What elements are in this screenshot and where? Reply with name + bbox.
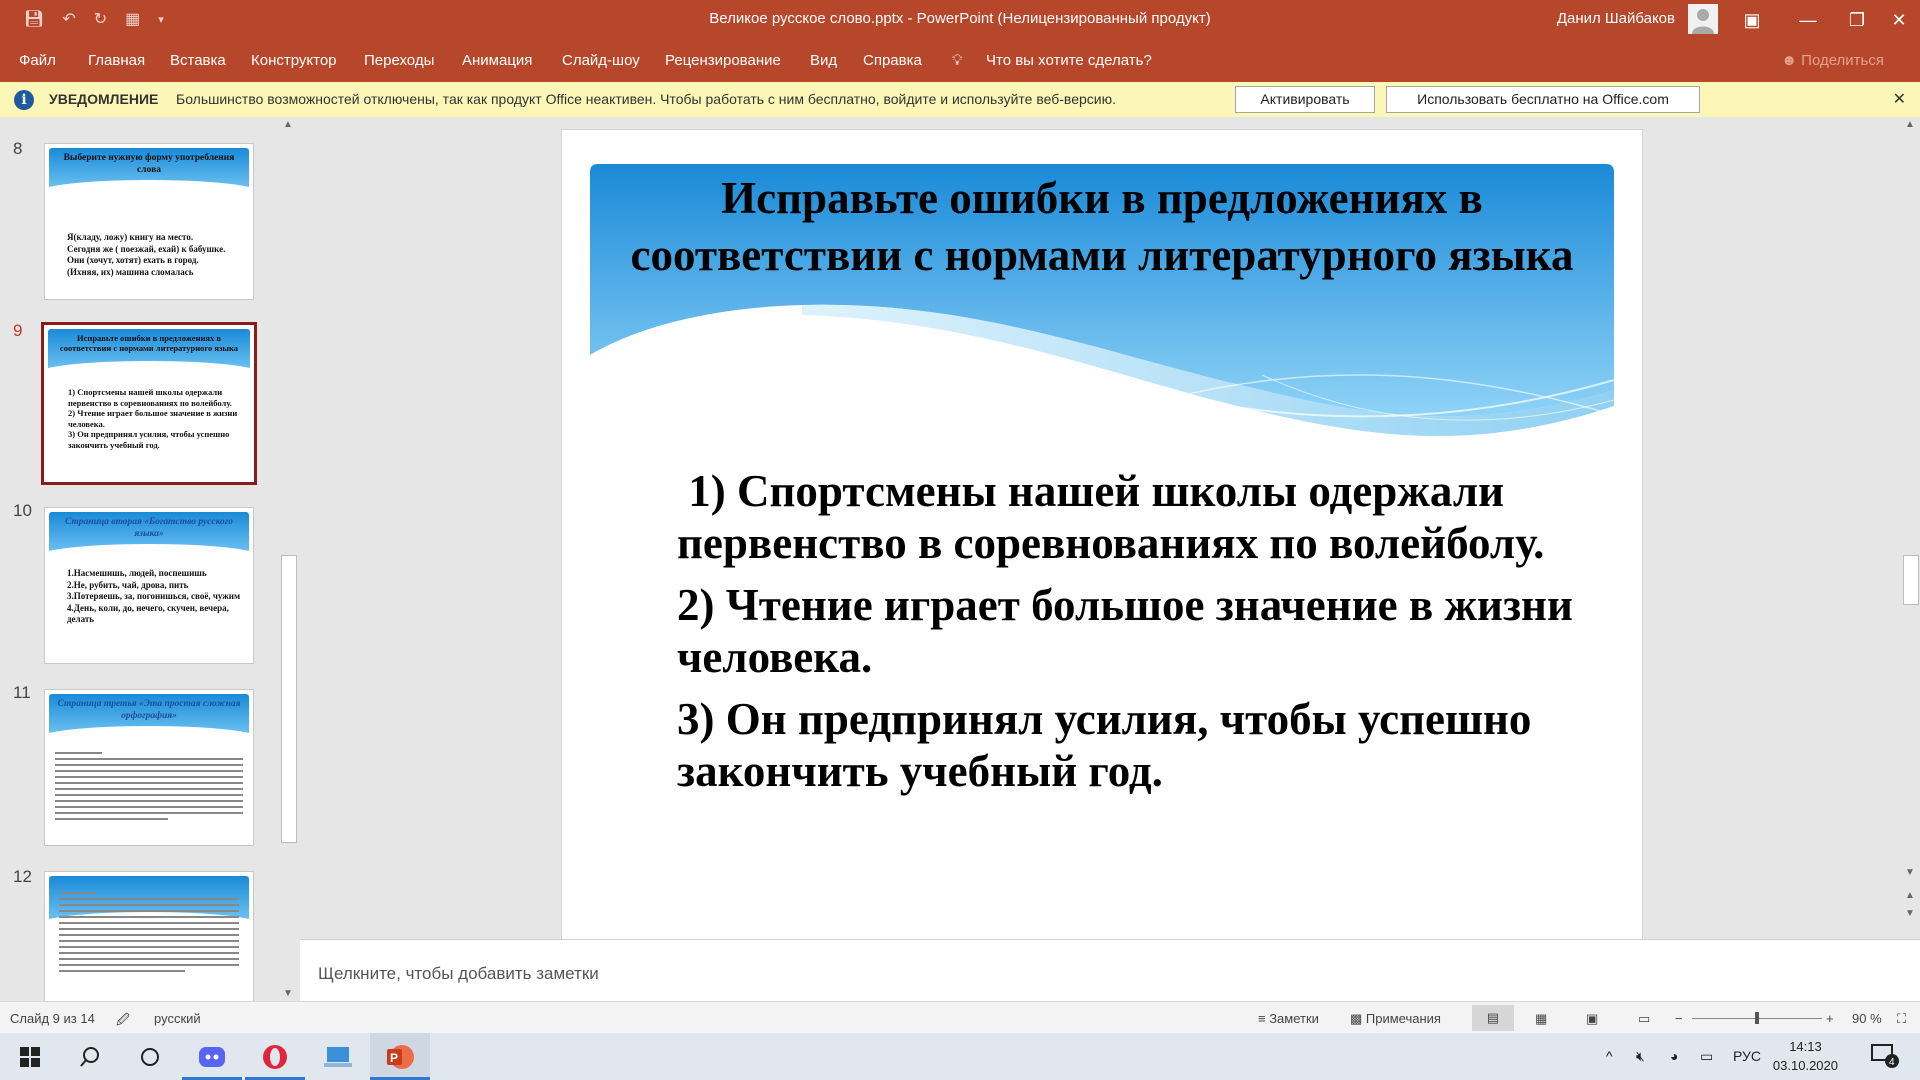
zoom-slider-thumb[interactable] — [1755, 1012, 1759, 1024]
windows-start-icon[interactable] — [0, 1033, 60, 1080]
notification-label: УВЕДОМЛЕНИЕ — [49, 91, 159, 107]
scroll-down-icon[interactable]: ▼ — [1905, 867, 1915, 878]
slideshow-view-icon[interactable]: ▭ — [1638, 1011, 1651, 1026]
slide-thumbnail-selected[interactable] — [41, 322, 257, 485]
quick-access-toolbar — [24, 9, 164, 29]
slide-number: 12 — [13, 867, 32, 886]
tray-overflow-icon[interactable]: ^ — [1606, 1048, 1613, 1064]
slide-number: 8 — [13, 139, 23, 158]
info-icon: i — [14, 90, 34, 110]
slide-number: 11 — [13, 683, 31, 702]
current-slide[interactable] — [561, 129, 1643, 941]
notes-pane[interactable] — [300, 939, 1920, 1002]
language-indicator[interactable]: русский — [154, 1011, 201, 1026]
thumbnail-title: Страница третья «Эта простая сложная орфография» — [57, 699, 241, 721]
tab-view[interactable]: Вид — [810, 52, 838, 69]
slide-scrollbar[interactable] — [1900, 117, 1920, 939]
zoom-in-icon[interactable]: + — [1826, 1011, 1834, 1026]
notes-icon: ≡ — [1258, 1011, 1270, 1026]
clock-date: 03.10.2020 — [1772, 1058, 1838, 1073]
lightbulb-icon: 💡︎ — [952, 52, 963, 69]
share-button[interactable] — [1781, 52, 1884, 69]
share-label: Поделиться — [1801, 52, 1884, 69]
scrollbar-thumb[interactable] — [281, 555, 297, 843]
close-button[interactable]: ✕ — [1891, 9, 1907, 30]
network-icon[interactable]: ◕ — [1670, 1048, 1679, 1064]
input-language[interactable]: РУС — [1733, 1048, 1762, 1064]
action-center-icon[interactable] — [1870, 1043, 1900, 1072]
zoom-slider[interactable] — [1692, 1018, 1822, 1019]
zoom-out-icon[interactable]: − — [1675, 1011, 1683, 1026]
restore-button[interactable]: ❐ — [1848, 9, 1866, 30]
volume-muted-icon[interactable]: 🔇︎ — [1636, 1048, 1645, 1064]
thumbnail-title: Выберите нужную форму употребления слова — [63, 153, 235, 175]
tab-file[interactable]: Файл — [19, 52, 56, 69]
computer-icon[interactable] — [308, 1033, 368, 1080]
customize-qat-icon[interactable]: ▾ — [158, 13, 164, 26]
tab-review[interactable]: Рецензирование — [665, 52, 781, 69]
slide-content[interactable] — [677, 465, 1582, 807]
minimize-button[interactable]: — — [1799, 9, 1817, 30]
close-icon[interactable]: ✕ — [1892, 91, 1906, 108]
user-name[interactable]: Данил Шайбаков — [1556, 10, 1675, 27]
comments-toggle-label: Примечания — [1365, 1011, 1441, 1026]
search-icon[interactable] — [60, 1033, 120, 1080]
sentence-item: 2) Чтение играет большое значение в жизни человека. — [677, 580, 1573, 682]
sentence-item: 3) Он предпринял усилия, чтобы успешно закончить учебный год. — [677, 694, 1532, 796]
svg-text:P: P — [390, 1050, 399, 1065]
zoom-level[interactable]: 90 % — [1852, 1011, 1882, 1026]
thumbnail-scrollbar[interactable] — [278, 117, 298, 1001]
scroll-down-icon[interactable]: ▼ — [283, 988, 293, 999]
notification-bar — [0, 82, 1920, 118]
save-icon[interactable]: 💾︎ — [24, 11, 45, 28]
tab-design[interactable]: Конструктор — [251, 52, 337, 69]
slide-editor — [300, 117, 1900, 939]
activate-button[interactable]: Активировать — [1235, 86, 1375, 113]
use-free-button[interactable]: Использовать бесплатно на Office.com — [1386, 86, 1700, 113]
slide-thumbnail[interactable] — [44, 689, 254, 846]
windows-taskbar — [0, 1033, 1920, 1080]
scroll-up-icon[interactable]: ▲ — [283, 119, 293, 130]
normal-view-icon[interactable]: ▤ — [1472, 1005, 1514, 1031]
undo-icon[interactable]: ↶ — [62, 11, 76, 28]
ribbon-display-options-icon[interactable]: ▣ — [1743, 9, 1761, 30]
redo-icon[interactable]: ↻ — [93, 11, 108, 28]
slide-thumbnail[interactable] — [44, 871, 254, 1003]
comment-icon: ▩ — [1350, 1011, 1366, 1026]
previous-slide-icon[interactable]: ▲ — [1905, 890, 1915, 901]
thumbnail-body-text — [55, 752, 243, 824]
comments-toggle[interactable] — [1350, 1011, 1441, 1027]
notes-placeholder: Щелкните, чтобы добавить заметки — [318, 964, 599, 983]
thumbnail-body-text — [59, 892, 239, 976]
tab-help[interactable]: Справка — [863, 52, 922, 69]
person-icon: ☻ — [1781, 52, 1802, 69]
slide-thumbnail-pane — [0, 117, 300, 1001]
slide-number: 10 — [13, 501, 32, 520]
title-bar — [0, 0, 1920, 40]
slide-sorter-icon[interactable]: ▦ — [1535, 1011, 1548, 1026]
tab-slideshow[interactable]: Слайд-шоу — [562, 52, 640, 69]
thumbnail-body: 1.Насмешишь, людей, поспешишь 2.Не, рубить, чай, дрова, пить 3.Потеряешь, за, погонишься, своё, чужим 4.День, коли, до, нечего, скучен, вечера, делать — [67, 568, 241, 624]
next-slide-icon[interactable]: ▼ — [1905, 908, 1915, 919]
slide-counter: Слайд 9 из 14 — [10, 1011, 95, 1026]
thumbnail-body: Я(кладу, ложу) книгу на место. Сегодня же ( поезжай, ехай) к бабушке. Они (хочут, хотят) ехать в город. (Ихняя, их) машина сломалась — [67, 232, 226, 277]
tab-animations[interactable]: Анимация — [462, 52, 533, 69]
scroll-up-icon[interactable]: ▲ — [1905, 119, 1915, 130]
thumbnail-body: 1) Спортсмены нашей школы одержали первенство в соревнованиях по волейболу. 2) Чтение играет большое значение в жизни человека. 3) Он предпринял усилия, чтобы успешно закончить учебный год. — [68, 387, 238, 450]
battery-icon[interactable]: ▭ — [1700, 1048, 1714, 1064]
opera-icon[interactable] — [245, 1033, 305, 1080]
notes-toggle-label: Заметки — [1269, 1011, 1319, 1026]
slide-number: 9 — [13, 321, 23, 340]
tab-insert[interactable]: Вставка — [170, 52, 226, 69]
tab-transitions[interactable]: Переходы — [364, 52, 435, 69]
tell-me-search[interactable]: Что вы хотите сделать? — [986, 52, 1152, 69]
thumbnail-title: Страница вторая «Богатство русского языка» — [64, 517, 234, 539]
clock[interactable] — [1773, 1037, 1838, 1075]
spellcheck-icon[interactable]: 🖉︎ — [116, 1012, 130, 1027]
ribbon-tabs — [0, 40, 1920, 82]
scrollbar-thumb[interactable] — [1903, 555, 1919, 605]
sentence-item: 1) Спортсмены нашей школы одержали первенство в соревнованиях по волейболу. — [677, 466, 1545, 568]
task-view-icon[interactable] — [120, 1033, 180, 1080]
notes-toggle[interactable] — [1258, 1011, 1319, 1026]
window-title: Великое русское слово.pptx - PowerPoint (Нелицензированный продукт) — [709, 10, 1211, 27]
slide-thumbnail[interactable] — [44, 143, 254, 300]
avatar[interactable] — [1688, 4, 1718, 34]
slide-title[interactable]: Исправьте ошибки в предложениях в соответствии с нормами литературного языка — [630, 173, 1574, 280]
notification-count: 4 — [1889, 1057, 1895, 1068]
status-bar — [0, 1001, 1920, 1034]
start-from-beginning-icon[interactable]: ▦ — [125, 11, 141, 28]
clock-time: 14:13 — [1789, 1039, 1822, 1054]
fit-to-window-icon[interactable]: ⛶ — [1897, 1011, 1907, 1026]
thumbnail-title: Исправьте ошибки в предложениях в соответствии с нормами литературного языка — [59, 333, 239, 353]
slide-thumbnail[interactable] — [44, 507, 254, 664]
tab-home[interactable]: Главная — [88, 52, 146, 69]
reading-view-icon[interactable]: ▣ — [1586, 1011, 1599, 1026]
powerpoint-icon[interactable] — [370, 1033, 430, 1080]
discord-icon[interactable] — [182, 1033, 242, 1080]
notification-message: Большинство возможностей отключены, так как продукт Office неактивен. Чтобы работать с ним бесплатно, войдите и используйте веб-версию. — [176, 91, 1116, 107]
